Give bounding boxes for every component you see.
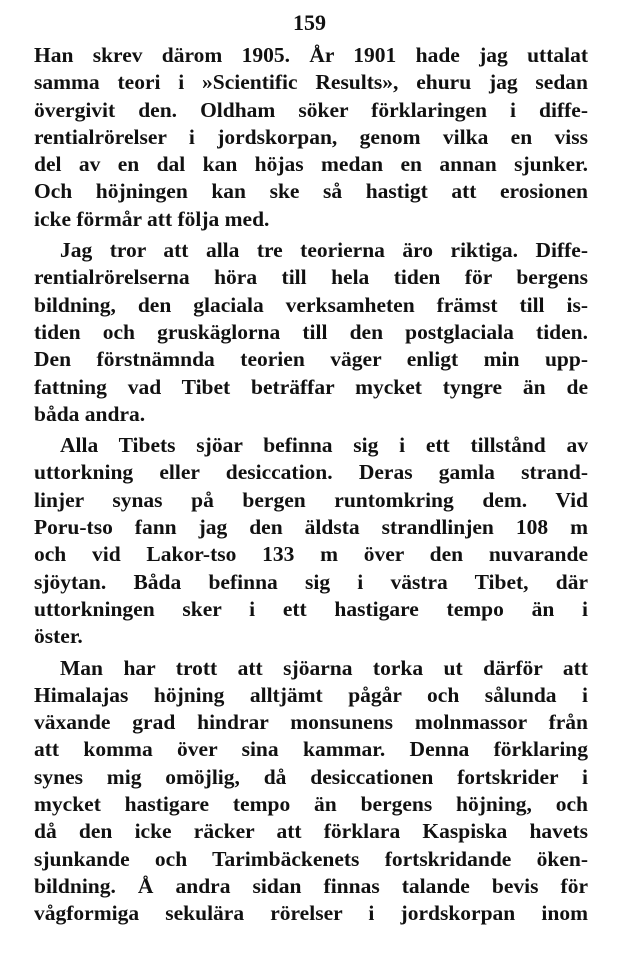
text-line: bildning. Å andra sidan finnas talande bevis för (34, 873, 588, 898)
text-line: övergivit den. Oldham söker förklaringen i diffe- (34, 97, 588, 122)
text-line: bildning, den glaciala verksamheten främst till is- (34, 292, 588, 317)
paragraph-2 (34, 237, 588, 428)
text-line: att komma över sina kammar. Denna förklaring (34, 737, 588, 762)
text-line: samma teori i »Scientific Results», ehuru jag sedan (34, 70, 588, 95)
body-text (34, 42, 588, 928)
text-line: rentialrörelserna höra till hela tiden för bergens (34, 265, 588, 290)
text-line: Poru-tso fann jag den äldsta strandlinjen 108 m (34, 515, 588, 540)
text-line: vågformiga sekulära rörelser i jordskorpan inom (34, 901, 588, 926)
page-number: 159 (293, 10, 326, 35)
text-line: Och höjningen kan ske så hastigt att erosionen (34, 179, 588, 204)
text-line: Man har trott att sjöarna torka ut därför att (60, 655, 588, 680)
text-line: sjöytan. Båda befinna sig i västra Tibet, där (34, 569, 588, 594)
text-line: Jag tror att alla tre teorierna äro riktiga. Diffe- (60, 238, 588, 263)
text-line: icke förmår att följa med. (34, 206, 270, 231)
text-line: och vid Lakor-tso 133 m över den nuvarande (34, 542, 588, 567)
text-line: tiden och gruskäglorna till den postglaciala tiden. (34, 319, 588, 344)
text-line: Den förstnämnda teorien väger enligt min upp- (34, 347, 588, 372)
text-line: växande grad hindrar monsunens molnmassor från (34, 710, 588, 735)
text-line: synes mig omöjlig, då desiccationen fortskrider i (34, 764, 588, 789)
text-line: Alla Tibets sjöar befinna sig i ett tillstånd av (60, 433, 588, 458)
paragraph-1 (34, 42, 588, 233)
text-line: då den icke räcker att förklara Kaspiska havets (34, 819, 588, 844)
paragraph-3 (34, 432, 588, 650)
text-line: sjunkande och Tarimbäckenets fortskridande öken- (34, 846, 588, 871)
text-line: båda andra. (34, 401, 146, 426)
text-line: linjer synas på bergen runtomkring dem. Vid (34, 487, 588, 512)
text-line: mycket hastigare tempo än bergens höjning, och (34, 792, 588, 817)
text-line: fattning vad Tibet beträffar mycket tyngre än de (34, 374, 588, 399)
text-line: uttorkningen sker i ett hastigare tempo än i (34, 596, 588, 621)
text-line: öster. (34, 624, 83, 649)
text-line: Himalajas höjning alltjämt pågår och sålunda i (34, 682, 588, 707)
text-line: del av en dal kan höjas medan en annan sjunker. (34, 152, 588, 177)
paragraph-4 (34, 655, 588, 928)
text-line: Han skrev därom 1905. År 1901 hade jag uttalat (34, 43, 588, 67)
text-line: uttorkning eller desiccation. Deras gamla strand- (34, 460, 588, 485)
text-line: rentialrörelser i jordskorpan, genom vilka en viss (34, 124, 588, 149)
